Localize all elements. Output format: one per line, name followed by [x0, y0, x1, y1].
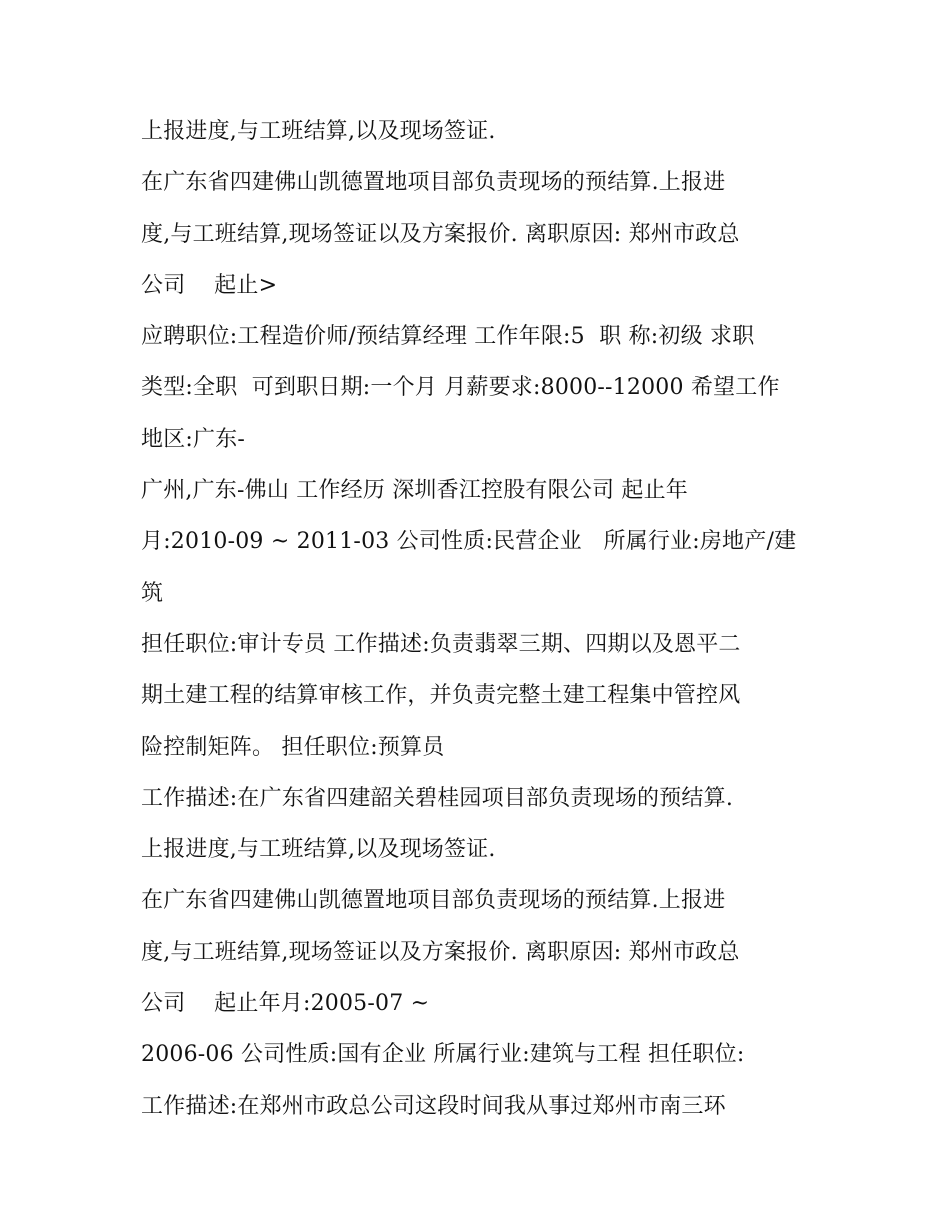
text-line: 筑 [141, 580, 164, 606]
text-line: 地区:广东- [141, 426, 246, 452]
text-line: 度,与工班结算,现场签证以及方案报价. 离职原因: 郑州市政总 [141, 939, 740, 965]
text-line: 上报进度,与工班结算,以及现场签证. [141, 837, 496, 863]
text-line: 上报进度,与工班结算,以及现场签证. [141, 119, 496, 144]
text-line: 工作描述:在郑州市政总公司这段时间我从事过郑州市南三环 [141, 1093, 726, 1119]
resume-text-body [141, 106, 821, 1132]
text-line: 应聘职位:工程造价师/预结算经理 工作年限:5 职 称:初级 求职 [141, 324, 755, 350]
text-line: 度,与工班结算,现场签证以及方案报价. 离职原因: 郑州市政总 [141, 221, 740, 247]
text-line: 期土建工程的结算审核工作，并负责完整土建工程集中管控风 [141, 683, 741, 709]
text-line: 公司 起止> [141, 272, 278, 298]
text-line: 广州,广东-佛山 工作经历 深圳香江控股有限公司 起止年 [141, 478, 689, 504]
text-line: 2006-06 公司性质:国有企业 所属行业:建筑与工程 担任职位: [141, 1042, 745, 1068]
text-line: 险控制矩阵。 担任职位:预算员 [141, 734, 445, 760]
text-line: 公司 起止年月:2005-07 ~ [141, 991, 430, 1017]
text-line: 在广东省四建佛山凯德置地项目部负责现场的预结算.上报进 [141, 888, 726, 914]
text-line: 工作描述:在广东省四建韶关碧桂园项目部负责现场的预结算. [141, 785, 734, 811]
text-line: 在广东省四建佛山凯德置地项目部负责现场的预结算.上报进 [141, 170, 726, 196]
text-line: 类型:全职 可到职日期:一个月 月薪要求:8000--12000 希望工作 [141, 375, 780, 401]
text-line: 月:2010-09 ~ 2011-03 公司性质:民营企业 所属行业:房地产/建 [141, 529, 797, 555]
text-line: 担任职位:审计专员 工作描述:负责翡翠三期、四期以及恩平二 [141, 631, 741, 657]
